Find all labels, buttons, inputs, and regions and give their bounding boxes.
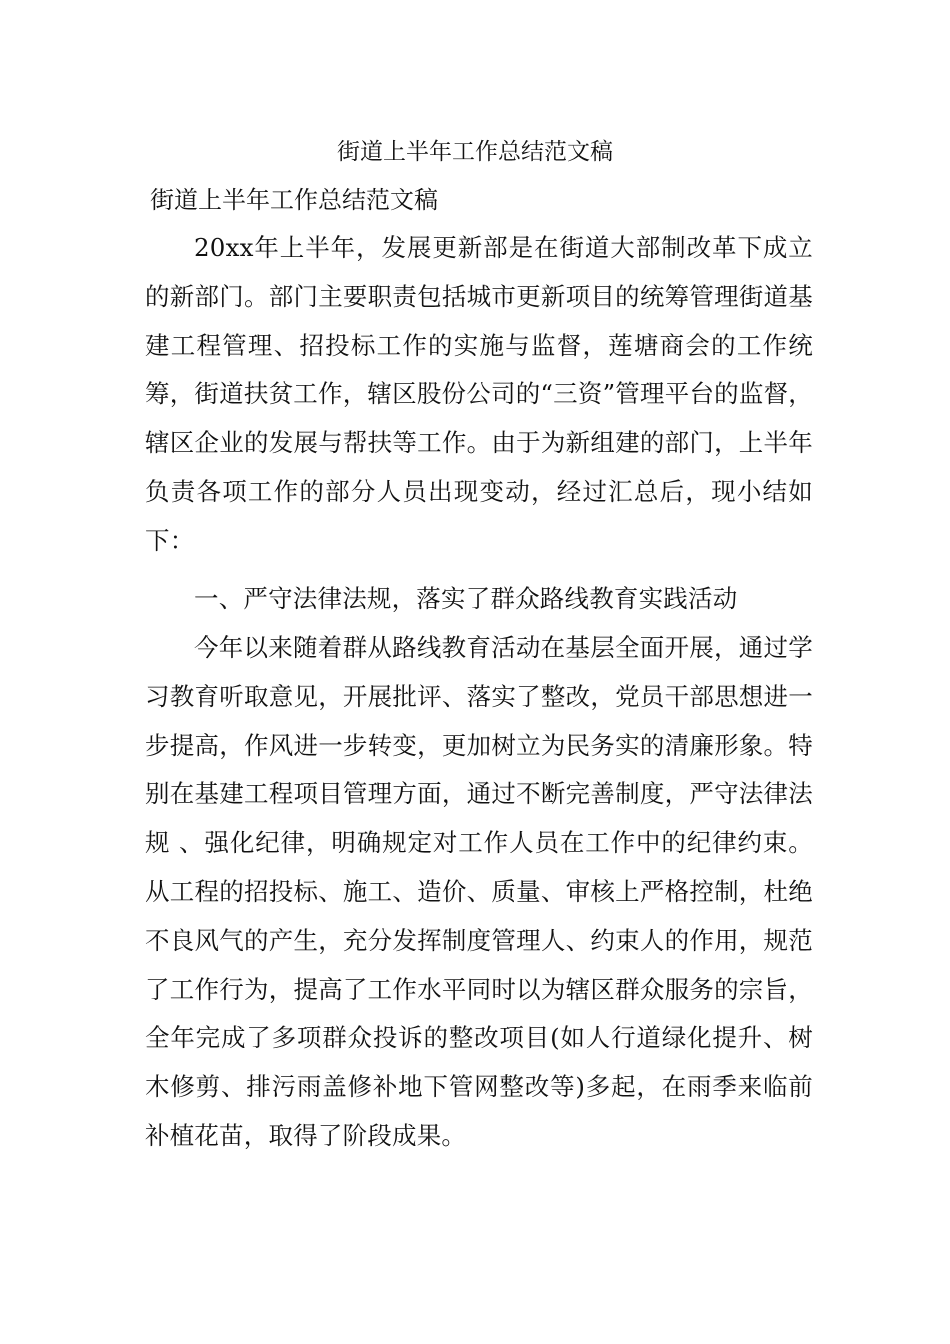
section-heading-1: 一、严守法律法规，落实了群众路线教育实践活动 [194,584,738,613]
document-subtitle: 街道上半年工作总结范文稿 [150,186,438,214]
paragraph-intro: 20xx年上半年，发展更新部是在街道大部制改革下成立的新部门。部门主要职责包括城市更新项目的统筹管理街道基建工程管理、招投标工作的实施与监督，莲塘商会的工作统筹，街道扶贫工作，辖区股份公司的“三资”管理平台的监督，辖区企业的发展与帮扶等工作。由于为新组建的部门，上半年负责各项工作的部分人员出现变动，经过汇总后，现小结如下： [145,233,813,555]
paragraph-section-1: 今年以来随着群从路线教育活动在基层全面开展，通过学习教育听取意见，开展批评、落实了整改，党员干部思想进一步提高，作风进一步转变，更加树立为民务实的清廉形象。特别在基建工程项目管理方面，通过不断完善制度，严守法律法规 、强化纪律，明确规定对工作人员在工作中的纪律约束。从工程的招投标、施工、造价、质量、审核上严格控制，杜绝不良风气的产生，充分发挥制度管理人、约束人的作用，规范了工作行为，提高了工作水平同时以为辖区群众服务的宗旨，全年完成了多项群众投诉的整改项目(如人行道绿化提升、树木修剪、排污雨盖修补地下管网整改等)多起，在雨季来临前补植花苗，取得了阶段成果。 [145,633,813,1150]
document-title: 街道上半年工作总结范文稿 [337,139,613,165]
